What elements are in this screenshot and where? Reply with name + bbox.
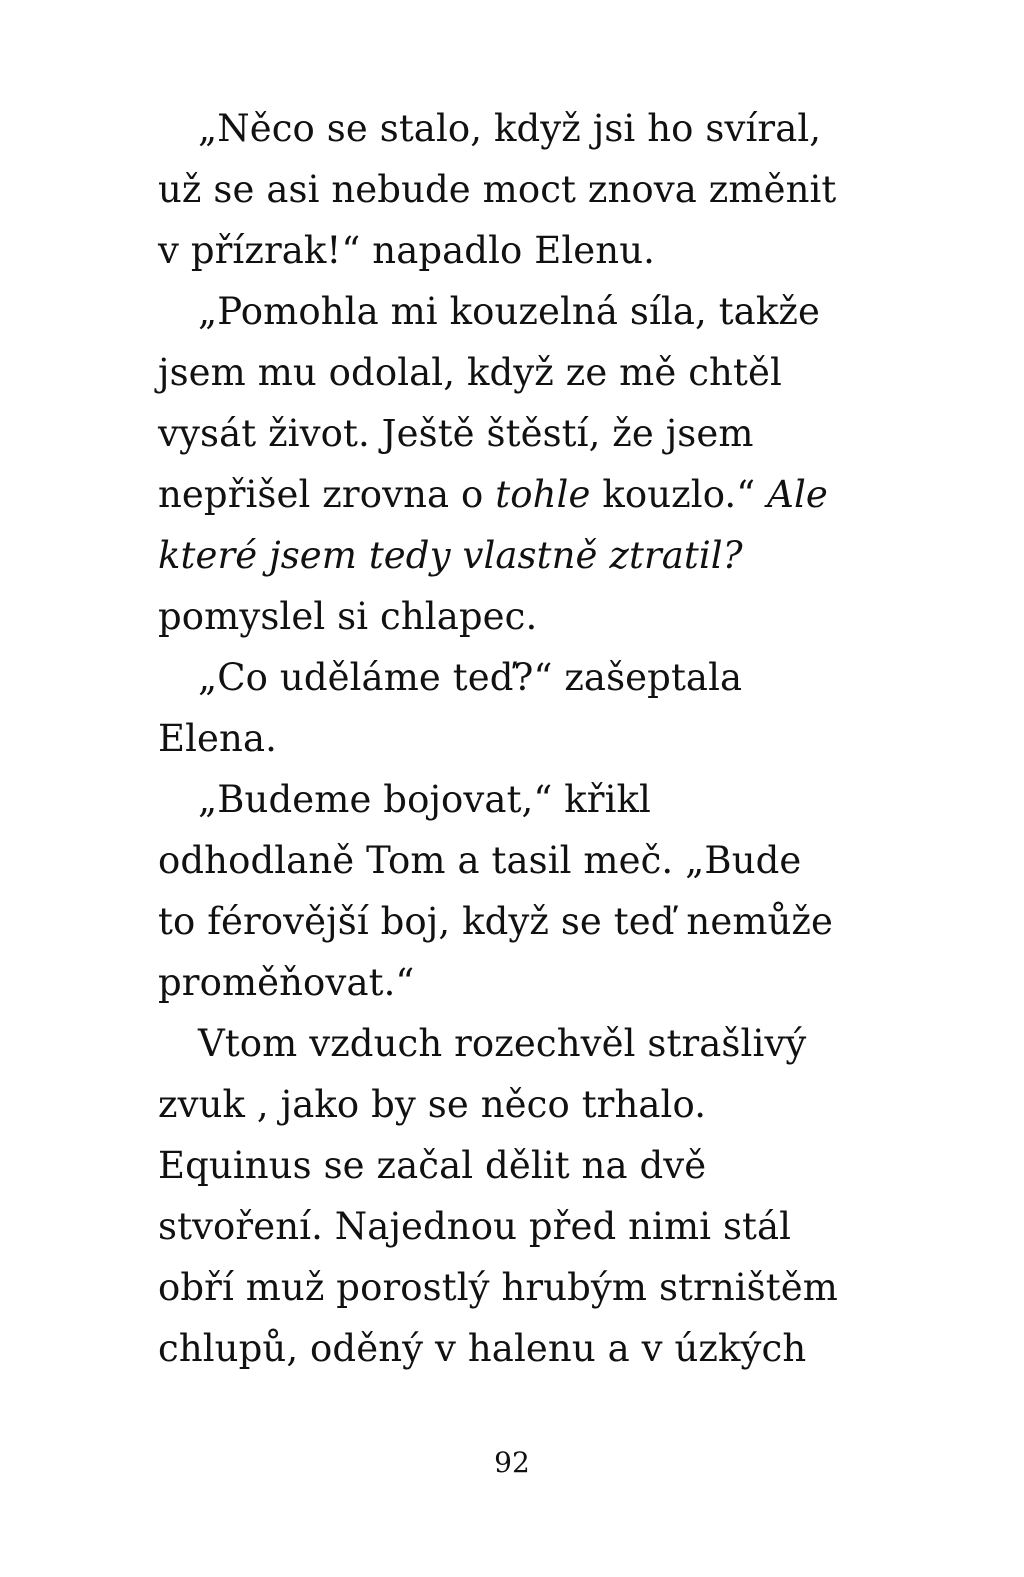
italic-span: které jsem tedy vlastně ztratil? (158, 534, 743, 577)
text-span: „Pomohla mi kouzelná síla, takže (198, 290, 820, 333)
text-line-5 (158, 342, 782, 403)
italic-span: Ale (767, 473, 828, 516)
text-line-19 (158, 1196, 791, 1257)
text-line-4 (158, 281, 820, 342)
text-span: „Něco se stalo, když jsi ho svíral, (198, 107, 822, 150)
text-span: v přízrak!“ napadlo Elenu. (158, 229, 656, 272)
text-span: Equinus se začal dělit na dvě (158, 1144, 707, 1187)
text-span: zvuk , jako by se něco trhalo. (158, 1083, 707, 1126)
text-span: „Co uděláme teď?“ zašeptala (198, 656, 743, 699)
text-span: Elena. (158, 717, 277, 760)
text-line-18 (158, 1135, 706, 1196)
text-span: Vtom vzduch rozechvěl strašlivý (198, 1022, 807, 1065)
text-line-12 (158, 769, 651, 830)
text-span: stvoření. Najednou před nimi stál (158, 1205, 792, 1248)
text-line-3 (158, 220, 655, 281)
text-line-10 (158, 647, 742, 708)
text-line-7 (158, 464, 828, 525)
page-number: 92 (494, 1446, 530, 1479)
text-span: odhodlaně Tom a tasil meč. „Bude (158, 839, 802, 882)
text-line-15 (158, 952, 414, 1013)
text-span: proměňovat.“ (158, 961, 415, 1004)
text-line-13 (158, 830, 801, 891)
text-line-20 (158, 1257, 838, 1318)
italic-span: tohle (495, 473, 591, 516)
text-span: kouzlo.“ (590, 473, 768, 516)
text-line-11 (158, 708, 277, 769)
text-line-17 (158, 1074, 706, 1135)
text-span: nepřišel zrovna o (158, 473, 496, 516)
text-line-8 (158, 525, 743, 586)
text-span: vysát život. Ještě štěstí, že jsem (158, 412, 754, 455)
text-span: chlupů, oděný v halenu a v úzkých (158, 1327, 807, 1370)
text-span: jsem mu odolal, když ze mě chtěl (158, 351, 782, 394)
text-span: obří muž porostlý hrubým strništěm (158, 1266, 838, 1309)
text-line-1 (158, 98, 821, 159)
text-span: pomyslel si chlapec. (158, 595, 538, 638)
text-line-2 (158, 159, 836, 220)
text-span: už se asi nebude moct znova změnit (158, 168, 837, 211)
text-line-21 (158, 1318, 806, 1379)
text-line-9 (158, 586, 537, 647)
text-span: „Budeme bojovat,“ křikl (198, 778, 651, 821)
text-line-14 (158, 891, 833, 952)
text-line-16 (158, 1013, 806, 1074)
text-span: to férovější boj, když se teď nemůže (158, 900, 834, 943)
text-line-6 (158, 403, 754, 464)
